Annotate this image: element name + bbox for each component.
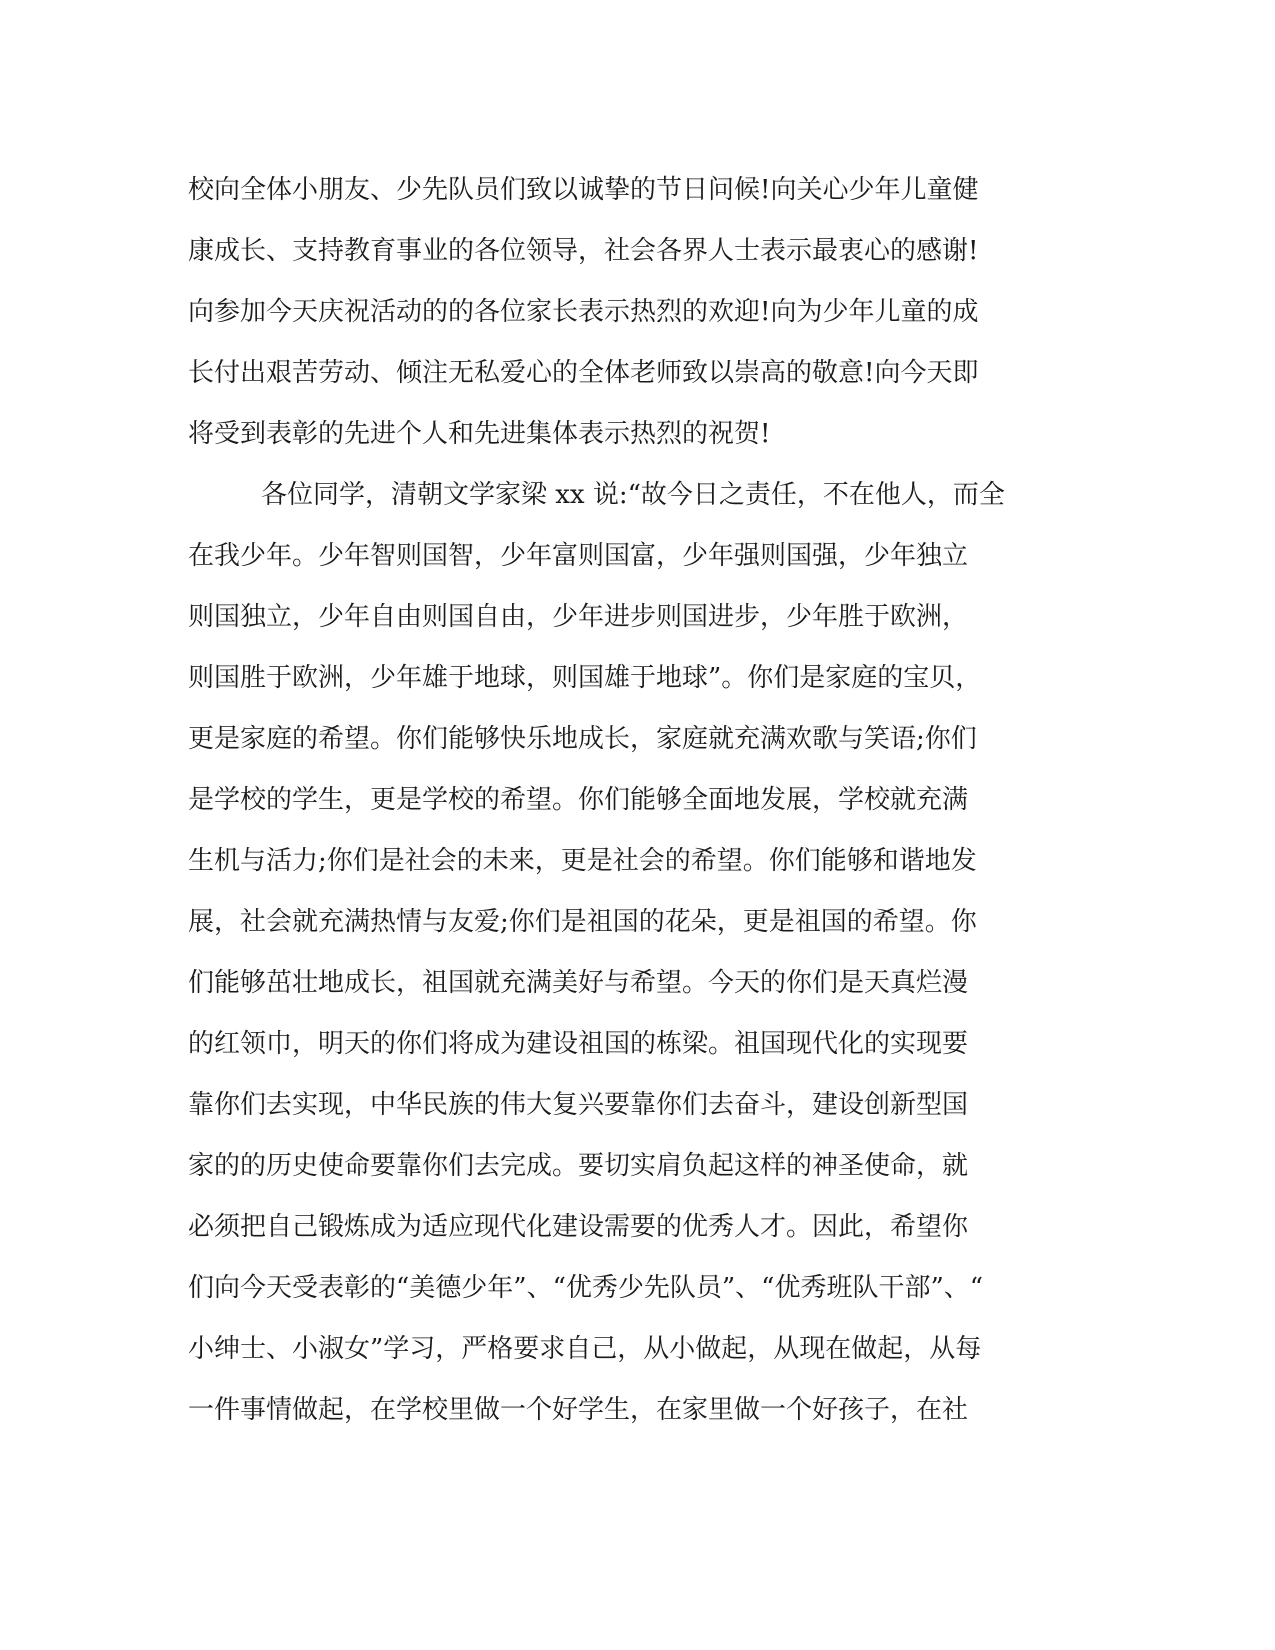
- text-line: 则国独立，少年自由则国自由，少年进步则国进步，少年胜于欧洲，: [188, 602, 969, 632]
- paragraph-1: [188, 160, 1068, 465]
- text-line: 更是家庭的希望。你们能够快乐地成长，家庭就充满欢歌与笑语;你们: [188, 724, 977, 754]
- text-line: 将受到表彰的先进个人和先进集体表示热烈的祝贺!: [188, 419, 771, 449]
- text-line: 靠你们去实现，中华民族的伟大复兴要靠你们去奋斗，建设创新型国: [188, 1090, 969, 1120]
- text-line: 校向全体小朋友、少先队员们致以诚挚的节日问候!向关心少年儿童健: [188, 175, 979, 205]
- text-line: 必须把自己锻炼成为适应现代化建设需要的优秀人才。因此，希望你: [188, 1212, 969, 1242]
- text-line: 的红领巾，明天的你们将成为建设祖国的栋梁。祖国现代化的实现要: [188, 1029, 969, 1059]
- text-line: 向参加今天庆祝活动的的各位家长表示热烈的欢迎!向为少年儿童的成: [188, 297, 979, 327]
- text-line: 在我少年。少年智则国智，少年富则国富，少年强则国强，少年独立: [188, 541, 969, 571]
- text-line: 康成长、支持教育事业的各位领导，社会各界人士表示最衷心的感谢!: [188, 236, 979, 266]
- text-line: 则国胜于欧洲，少年雄于地球，则国雄于地球”。你们是家庭的宝贝，: [188, 663, 982, 693]
- text-line: 生机与活力;你们是社会的未来，更是社会的希望。你们能够和谐地发: [188, 846, 977, 876]
- text-line: 展，社会就充满热情与友爱;你们是祖国的花朵，更是祖国的希望。你: [188, 907, 977, 937]
- text-line: 长付出艰苦劳动、倾注无私爱心的全体老师致以崇高的敬意!向今天即: [188, 358, 979, 388]
- text-line: 家的的历史使命要靠你们去完成。要切实肩负起这样的神圣使命，就: [188, 1151, 969, 1181]
- text-line: 是学校的学生，更是学校的希望。你们能够全面地发展，学校就充满: [188, 785, 969, 815]
- text-line: 一件事情做起，在学校里做一个好学生，在家里做一个好孩子，在社: [188, 1395, 969, 1425]
- body-text: [188, 160, 1068, 1441]
- text-line-first: 各位同学，清朝文学家梁 xx 说:“故今日之责任，不在他人，而全: [261, 480, 1005, 510]
- paragraph-2: [188, 465, 1068, 1441]
- text-line: 们能够茁壮地成长，祖国就充满美好与希望。今天的你们是天真烂漫: [188, 968, 969, 998]
- text-line: 小绅士、小淑女”学习，严格要求自己，从小做起，从现在做起，从每: [188, 1334, 982, 1364]
- text-line: 们向今天受表彰的“美德少年”、“优秀少先队员”、“优秀班队干部”、“: [188, 1273, 984, 1303]
